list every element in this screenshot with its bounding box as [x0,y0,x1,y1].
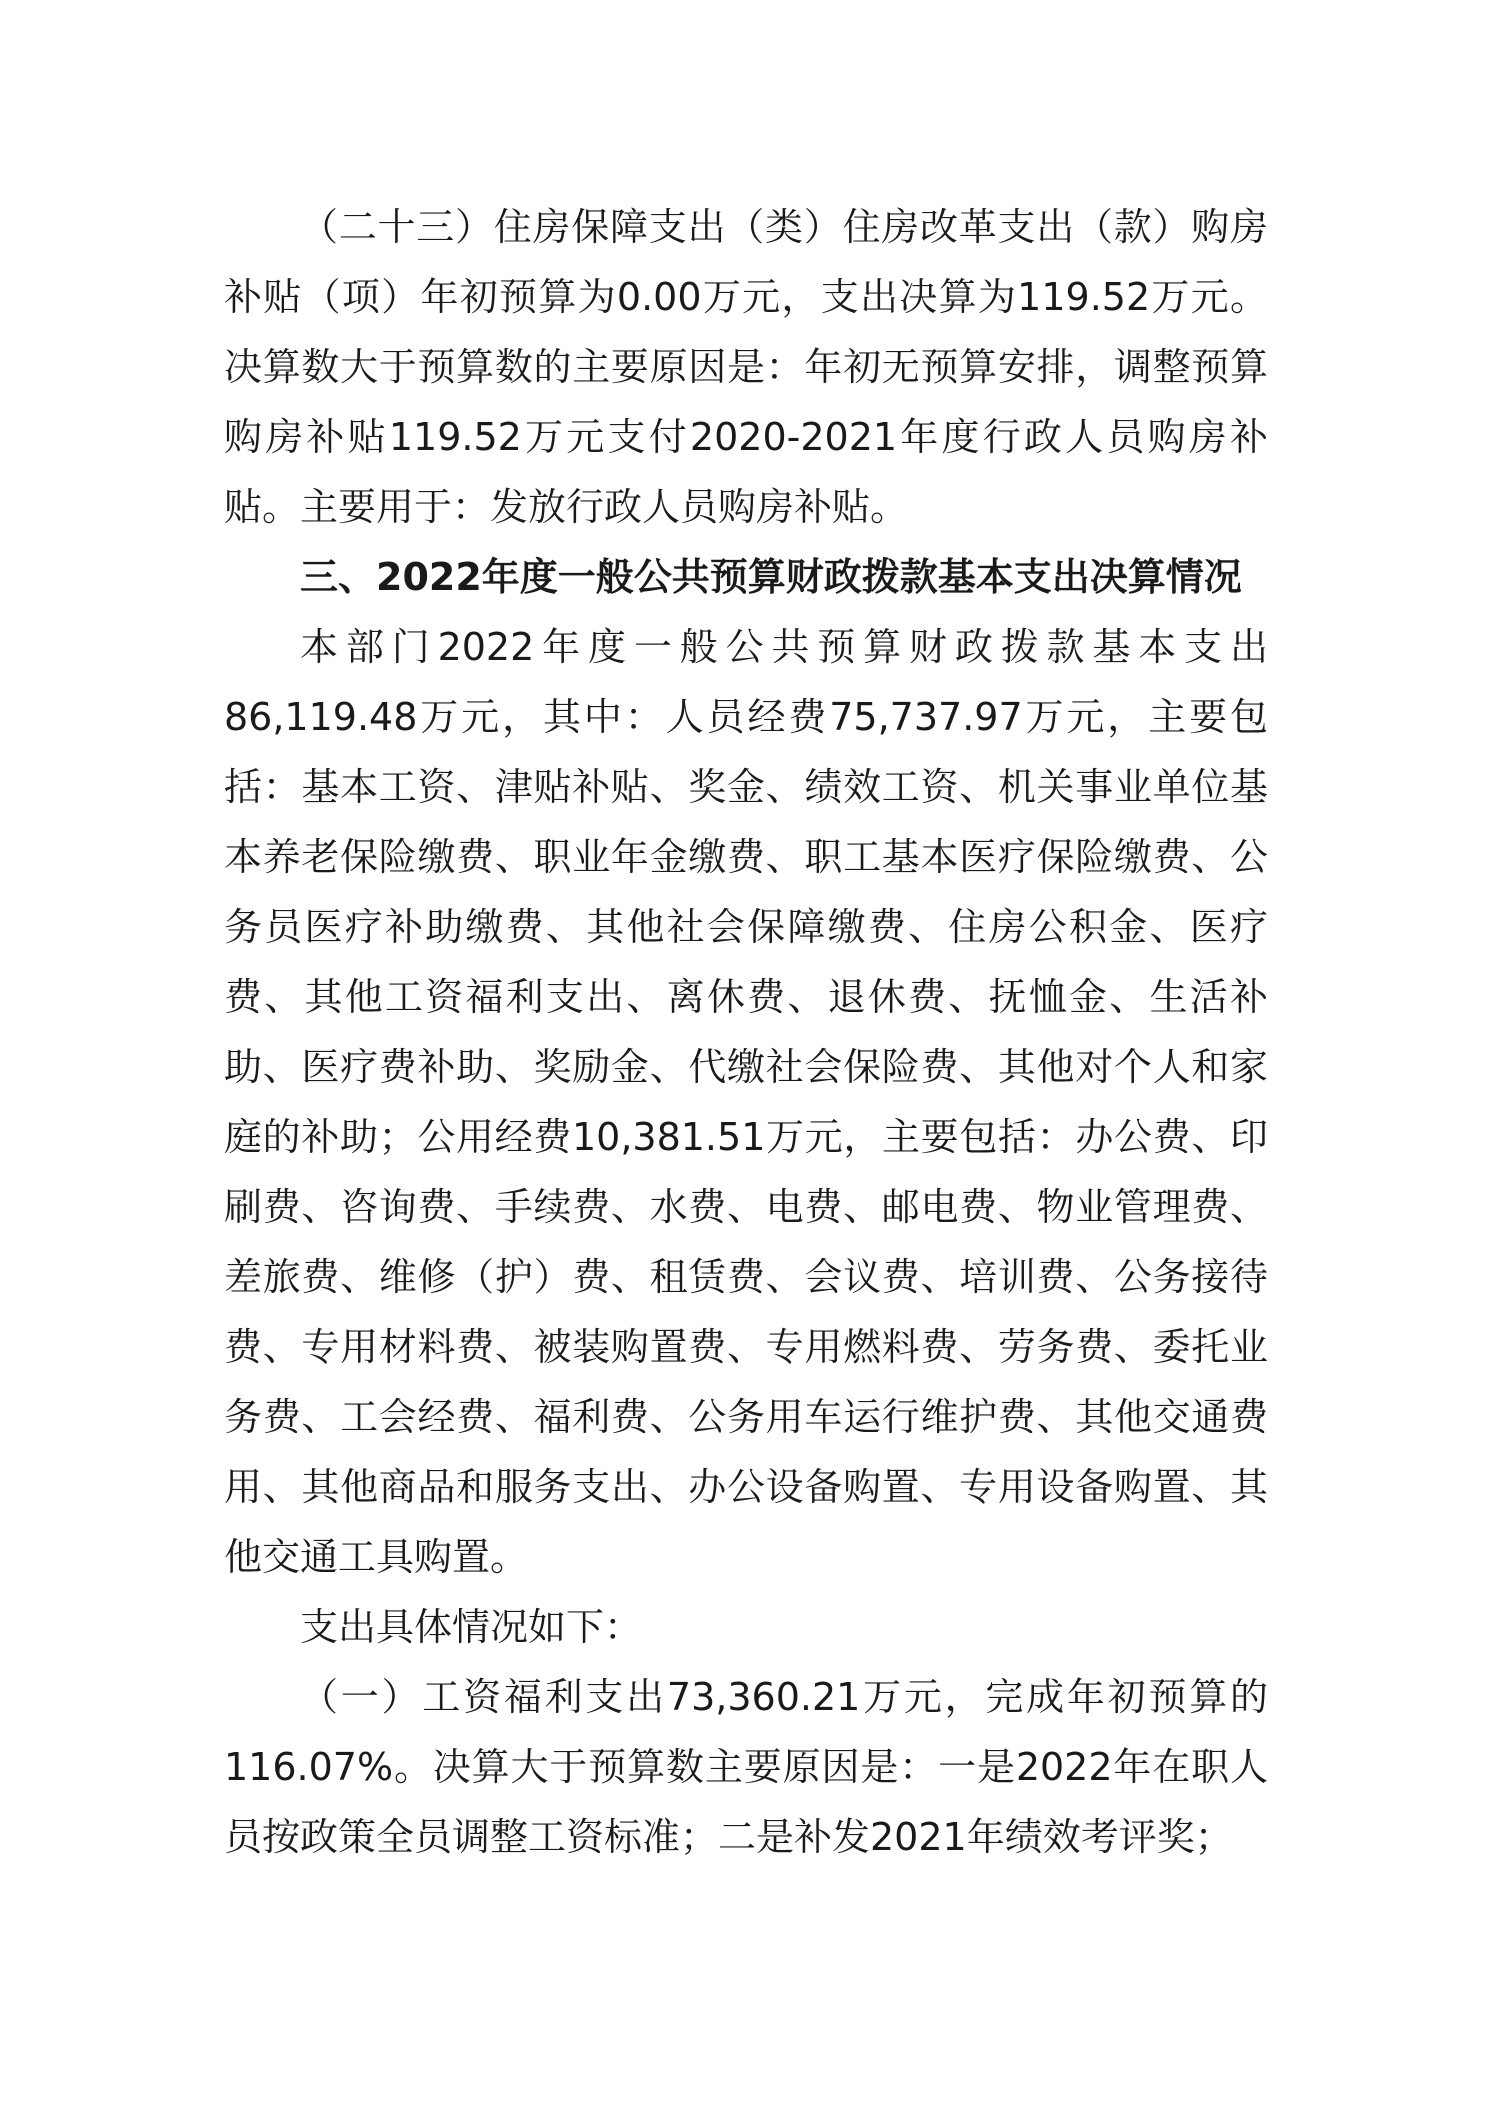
document-body [224,192,1268,1872]
paragraph-basic-expenditure-summary: 本部门2022年度一般公共预算财政拨款基本支出86,119.48万元，其中：人员经费75,737.97万元，主要包括：基本工资、津贴补贴、奖金、绩效工资、机关事业单位基本养老保险缴费、职业年金缴费、职工基本医疗保险缴费、公务员医疗补助缴费、其他社会保障缴费、住房公积金、医疗费、其他工资福利支出、离休费、退休费、抚恤金、生活补助、医疗费补助、奖励金、代缴社会保险费、其他对个人和家庭的补助；公用经费10,381.51万元，主要包括：办公费、印刷费、咨询费、手续费、水费、电费、邮电费、物业管理费、差旅费、维修（护）费、租赁费、会议费、培训费、公务接待费、专用材料费、被装购置费、专用燃料费、劳务费、委托业务费、工会经费、福利费、公务用车运行维护费、其他交通费用、其他商品和服务支出、办公设备购置、专用设备购置、其他交通工具购置。 [224,625,1268,1579]
section-heading-basic-expenditure: 三、2022年度一般公共预算财政拨款基本支出决算情况 [300,555,1242,599]
paragraph-salary-welfare: （一）工资福利支出73,360.21万元，完成年初预算的116.07%。决算大于预算数主要原因是：一是2022年在职人员按政策全员调整工资标准；二是补发2021年绩效考评奖； [224,1675,1268,1859]
paragraph-housing-subsidy: （二十三）住房保障支出（类）住房改革支出（款）购房补贴（项）年初预算为0.00万元，支出决算为119.52万元。决算数大于预算数的主要原因是：年初无预算安排，调整预算购房补贴119.52万元支付2020-2021年度行政人员购房补贴。主要用于：发放行政人员购房补贴。 [224,205,1268,529]
paragraph-details-intro: 支出具体情况如下： [300,1605,643,1649]
